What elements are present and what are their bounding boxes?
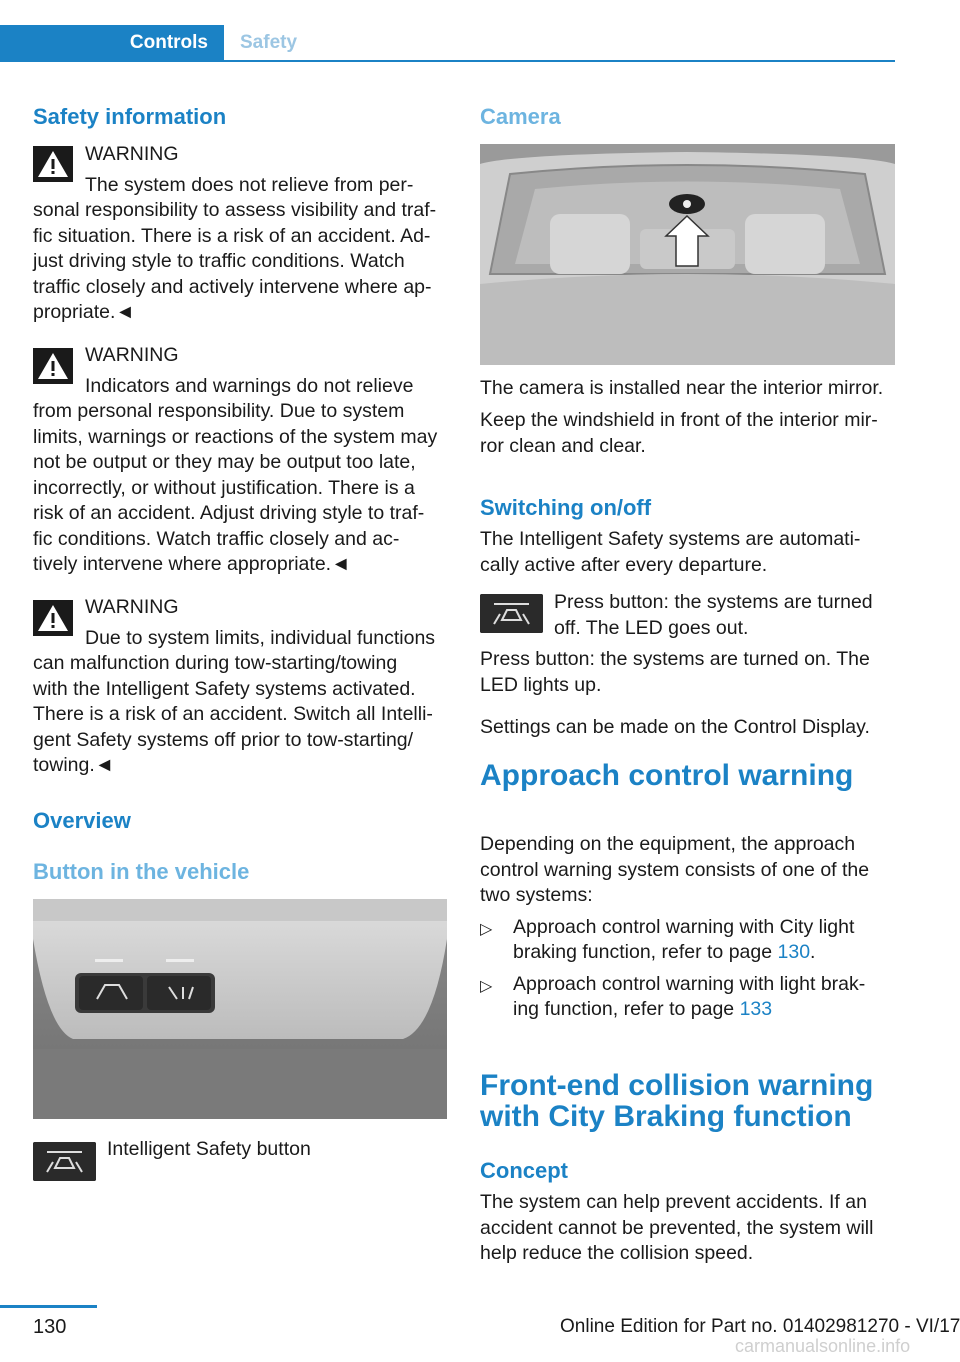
overview-heading: Overview <box>33 808 131 833</box>
list-item <box>480 915 895 967</box>
bullet-suffix: . <box>810 941 816 963</box>
warning-triangle-icon <box>33 600 73 636</box>
tab-controls[interactable]: Controls <box>0 25 224 60</box>
page-link-130[interactable]: 130 <box>777 941 811 963</box>
front-end-collision-heading: Front-end collision warning with City Braking function <box>480 1069 874 1133</box>
header-tabs <box>0 25 895 62</box>
list-item <box>480 972 895 1024</box>
safety-information-heading: Safety information <box>33 104 227 129</box>
bullet-text: braking function, refer to page <box>513 941 778 963</box>
tab-safety[interactable]: Safety <box>240 32 298 53</box>
switching-text-2: Press button: the systems are turned on. The LED lights up. <box>480 648 870 696</box>
warning-text-body: can malfunction during tow-starting/towing with the Intelligent Safety systems activated. There is a risk of an accident. Switch all Intelli- gent Safety systems off prior to tow-starting/ towing.◄ <box>33 652 433 776</box>
warning-text-line1: The system does not relieve from per- <box>85 174 414 196</box>
warning-text-line1: Indicators and warnings do not relieve <box>85 375 414 397</box>
edition-text: Online Edition for Part no. 01402981270 - VI/17 <box>560 1316 960 1337</box>
warning-triangle-icon <box>33 348 73 384</box>
watermark: carmanualsonline.info <box>735 1336 911 1356</box>
intelligent-safety-button-icon <box>33 1142 96 1181</box>
intelligent-safety-button-icon <box>480 594 543 633</box>
bullet-marker: ▷ <box>480 978 493 995</box>
warning-label: WARNING <box>85 596 179 618</box>
bullet-text-line2 <box>513 997 772 1023</box>
switching-text-3: Settings can be made on the Control Display. <box>480 716 870 738</box>
button-caption: Intelligent Safety button <box>107 1138 311 1160</box>
approach-heading: Approach control warning <box>480 759 854 792</box>
bullet-text-line1: Approach control warning with City light <box>513 916 855 938</box>
switching-icon-text: Press button: the systems are turned off. The LED goes out. <box>554 591 873 639</box>
warning-label: WARNING <box>85 344 179 366</box>
concept-text: The system can help prevent accidents. If an accident cannot be prevented, the system will help reduce the collision speed. <box>480 1191 874 1264</box>
page-link-133[interactable]: 133 <box>739 998 773 1020</box>
camera-text-2: Keep the windshield in front of the interior mir- ror clean and clear. <box>480 409 878 457</box>
camera-photo <box>480 144 895 365</box>
switching-heading: Switching on/off <box>480 495 652 520</box>
switching-text-1: The Intelligent Safety systems are automati- cally active after every departure. <box>480 528 861 576</box>
bullet-marker: ▷ <box>480 921 493 938</box>
bullet-text-line2 <box>513 940 815 966</box>
bullet-text-line1: Approach control warning with light brak- <box>513 973 866 995</box>
camera-heading: Camera <box>480 104 561 129</box>
warning-text-line1: Due to system limits, individual functions <box>85 627 436 649</box>
concept-heading: Concept <box>480 1158 568 1183</box>
warning-text-body: sonal responsibility to assess visibility and traf- fic situation. There is a risk of an accident. Ad- just driving style to traffic conditions. Watch traffic closely and actively intervene where ap- propriate.◄ <box>33 199 437 323</box>
button-in-vehicle-heading: Button in the vehicle <box>33 859 250 884</box>
footer-rule <box>0 1305 97 1308</box>
warning-triangle-icon <box>33 146 73 182</box>
warning-text-body: from personal responsibility. Due to system limits, warnings or reactions of the system may not be output or they may be output too late, incorrectly, or without justification. There is a risk of an accident. Adjust driving style to traf- fic conditions. Watch traffic closely and ac- tively intervene where appropriate.◄ <box>33 400 438 575</box>
approach-text: Depending on the equipment, the approach control warning system consists of one of the two systems: <box>480 833 870 906</box>
page-number: 130 <box>33 1316 67 1338</box>
camera-text-1: The camera is installed near the interior mirror. <box>480 377 884 399</box>
button-photo <box>33 899 447 1119</box>
warning-label: WARNING <box>85 143 179 165</box>
bullet-text: ing function, refer to page <box>513 998 740 1020</box>
